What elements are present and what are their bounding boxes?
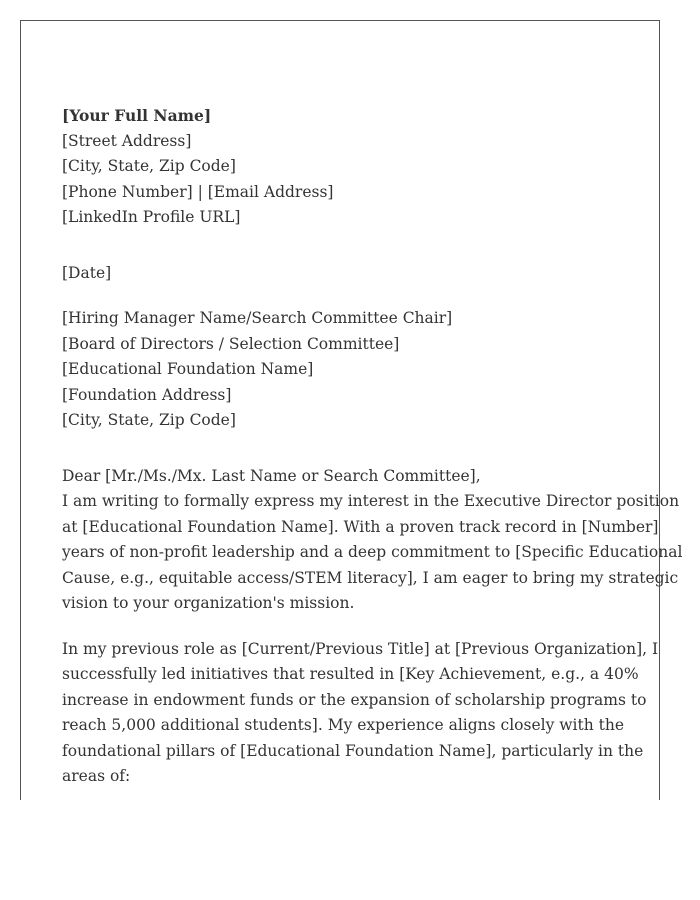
- paragraph-1-line: Cause, e.g., equitable access/STEM literacy], I am eager to bring my strategic: [62, 568, 679, 587]
- recipient-address: [Foundation Address]: [62, 385, 232, 404]
- paragraph-1-line: vision to your organization's mission.: [62, 594, 355, 612]
- paragraph-2-line: increase in endowment funds or the expansion of scholarship programs to: [62, 690, 647, 709]
- salutation: Dear [Mr./Ms./Mx. Last Name or Search Committee],: [62, 466, 481, 485]
- salutation-block: [62, 464, 627, 490]
- date-block: [62, 261, 627, 287]
- paragraph-1-line: years of non-profit leadership and a deep commitment to [Specific Educational: [62, 543, 683, 561]
- sender-city: [City, State, Zip Code]: [62, 157, 236, 175]
- paragraph-2: [62, 637, 659, 790]
- letter-content: [62, 103, 683, 790]
- letter-page: [20, 20, 683, 800]
- sender-contact: [Phone Number] | [Email Address]: [62, 182, 334, 201]
- paragraph-2-line: foundational pillars of [Educational Foundation Name], particularly in the: [62, 741, 644, 760]
- recipient-board: [Board of Directors / Selection Committee]: [62, 334, 400, 353]
- letter-date: [Date]: [62, 263, 112, 282]
- sender-linkedin: [LinkedIn Profile URL]: [62, 208, 241, 226]
- recipient-block: [62, 306, 627, 434]
- recipient-city: [City, State, Zip Code]: [62, 411, 236, 429]
- paragraph-1-line: I am writing to formally express my interest in the Executive Director position: [62, 492, 680, 510]
- paragraph-1-line: at [Educational Foundation Name]. With a proven track record in [Number]: [62, 517, 659, 536]
- paragraph-1: [62, 489, 683, 617]
- sender-block: [62, 103, 627, 231]
- paragraph-2-line: reach 5,000 additional students]. My experience aligns closely with the: [62, 716, 625, 734]
- recipient-manager: [Hiring Manager Name/Search Committee Chair]: [62, 309, 453, 327]
- paragraph-2-line: successfully led initiatives that resulted in [Key Achievement, e.g., a 40%: [62, 665, 639, 683]
- sender-street: [Street Address]: [62, 131, 192, 150]
- sender-name: [Your Full Name]: [62, 106, 212, 125]
- paragraph-2-line: areas of:: [62, 767, 131, 785]
- recipient-foundation: [Educational Foundation Name]: [62, 360, 314, 378]
- paragraph-2-line: In my previous role as [Current/Previous Title] at [Previous Organization], I: [62, 639, 659, 658]
